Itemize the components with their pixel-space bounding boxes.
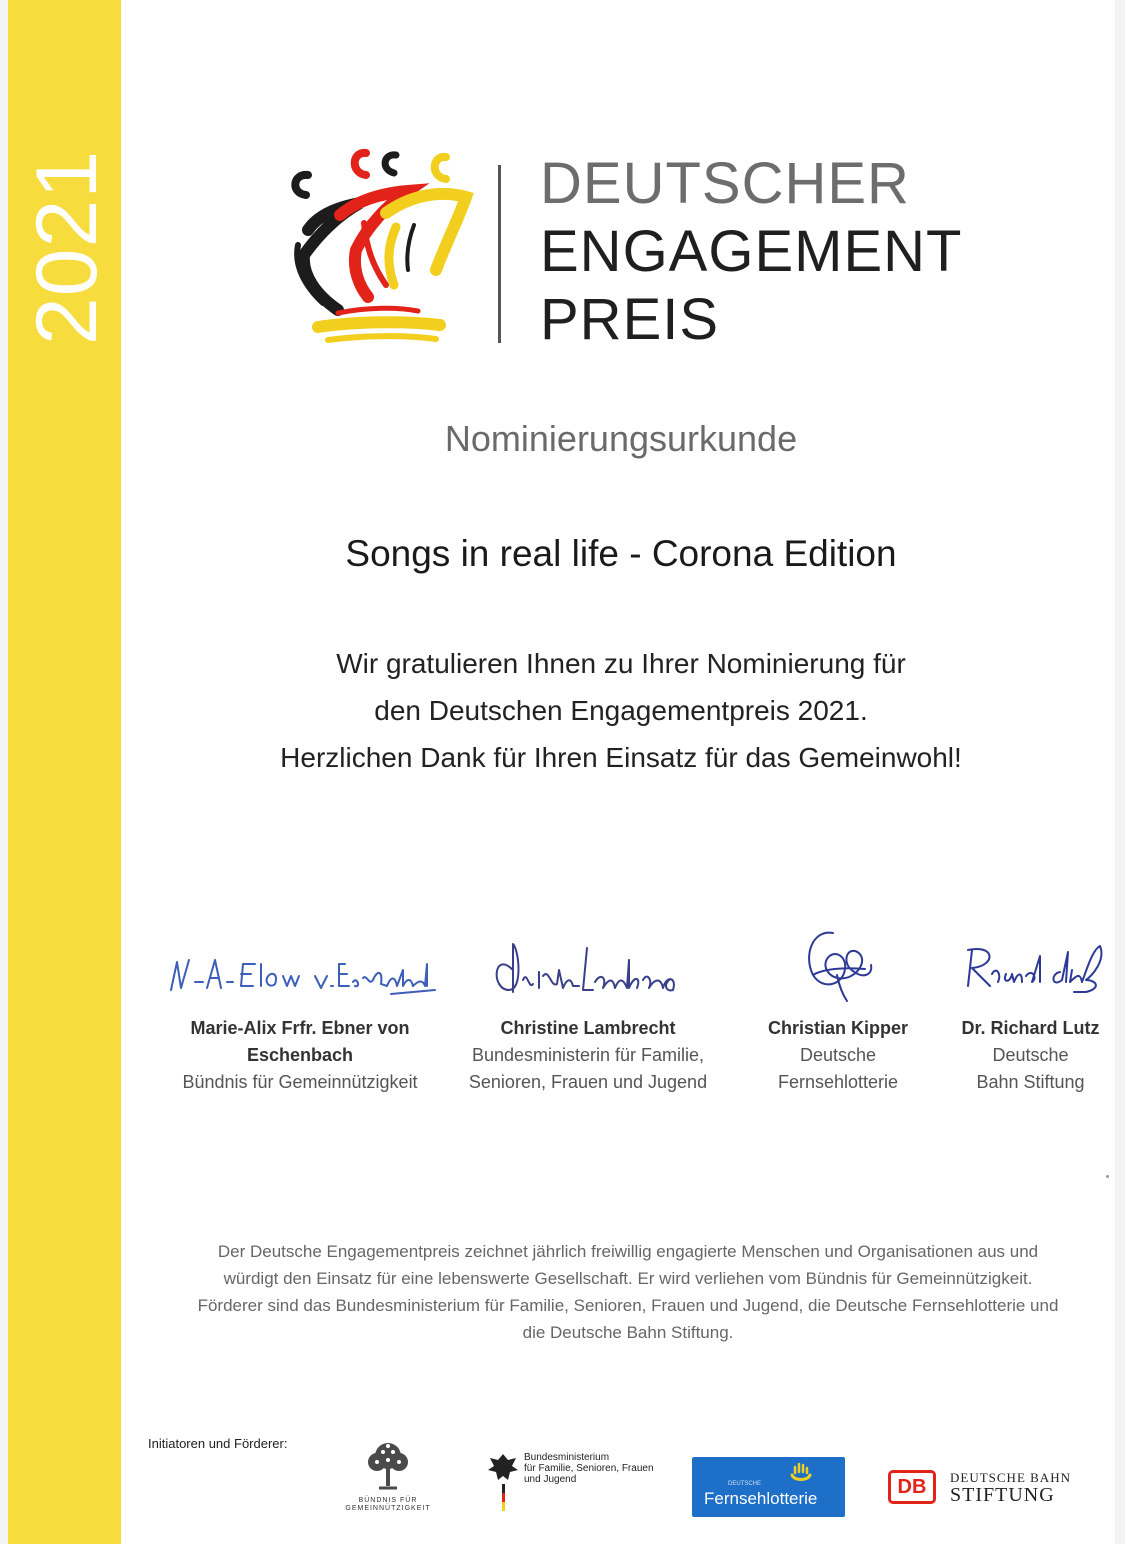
project-name: Songs in real life - Corona Edition bbox=[345, 533, 897, 574]
signatory-ebner bbox=[148, 930, 452, 1096]
federal-eagle-icon bbox=[486, 1452, 520, 1512]
buendnis-logo: BÜNDNIS FÜR GEMEINNÜTZIGKEIT bbox=[338, 1440, 438, 1520]
signatory-name: Marie-Alix Frfr. Ebner von Eschenbach bbox=[190, 1018, 410, 1065]
message-line: den Deutschen Engagementpreis 2021. bbox=[374, 695, 868, 726]
signatory-name: Dr. Richard Lutz bbox=[961, 1018, 1100, 1038]
engagement-preis-logo-icon bbox=[268, 145, 478, 350]
fernsehlotterie-logo: DEUTSCHE Fernsehlotterie bbox=[692, 1457, 845, 1517]
logo-line-2: ENGAGEMENT bbox=[540, 219, 963, 284]
signature-image bbox=[155, 930, 445, 1005]
signature-image bbox=[483, 930, 693, 1005]
document-title: Nominierungsurkunde bbox=[444, 418, 798, 459]
tree-icon bbox=[363, 1440, 413, 1492]
message-line: Wir gratulieren Ihnen zu Ihrer Nominierung für bbox=[336, 648, 906, 679]
congratulation-message bbox=[121, 640, 1115, 781]
logo-divider bbox=[498, 165, 501, 343]
signatory-name: Christine Lambrecht bbox=[500, 1018, 676, 1038]
signatory-role: Deutsche Fernsehlotterie bbox=[777, 1045, 899, 1092]
sponsors-label: Initiatoren und Förderer: bbox=[148, 1436, 288, 1451]
bmfsfj-logo bbox=[486, 1452, 666, 1512]
signatory-name: Christian Kipper bbox=[767, 1018, 909, 1038]
logo-line-1: DEUTSCHER bbox=[540, 151, 910, 216]
certificate-page bbox=[8, 0, 1115, 1544]
logo-line-3: PREIS bbox=[540, 287, 720, 352]
db-stiftung-logo: DB DEUTSCHE BAHN STIFTUNG bbox=[888, 1468, 1088, 1508]
message-line: Herzlichen Dank für Ihren Einsatz für das Gemeinwohl! bbox=[280, 742, 962, 773]
margin-dot bbox=[1106, 1175, 1109, 1178]
about-paragraph: Der Deutsche Engagementpreis zeichnet jährlich freiwillig engagierte Menschen und Organisationen aus und würdigt den Einsatz für eine lebenswerte Gesellschaft. Er wird verliehen vom Bündnis für Gemeinnützigkeit. Förderer sind das Bundesministerium für Familie, Senioren, Frauen und Jugend, die Deutsche Fernsehlotterie und die Deutsche Bahn Stiftung. bbox=[197, 1242, 1059, 1342]
db-mark: DB bbox=[888, 1470, 936, 1504]
signatory-role: Bündnis für Gemeinnützigkeit bbox=[182, 1072, 418, 1092]
year-label: 2021 bbox=[19, 149, 116, 346]
hand-icon bbox=[786, 1461, 816, 1485]
signatory-role: Deutsche Bahn Stiftung bbox=[976, 1045, 1085, 1092]
signatory-role: Bundesministerin für Familie, Senioren, Frauen und Jugend bbox=[468, 1045, 708, 1092]
signatory-lutz bbox=[943, 930, 1115, 1096]
logo-wordmark bbox=[540, 150, 963, 354]
signature-image bbox=[956, 930, 1106, 1005]
signatory-lambrecht bbox=[453, 930, 723, 1096]
signature-image bbox=[793, 925, 883, 1005]
ministry-text: Bundesministerium für Familie, Senioren, Frauen und Jugend bbox=[524, 1452, 654, 1485]
signatory-kipper bbox=[733, 925, 943, 1096]
